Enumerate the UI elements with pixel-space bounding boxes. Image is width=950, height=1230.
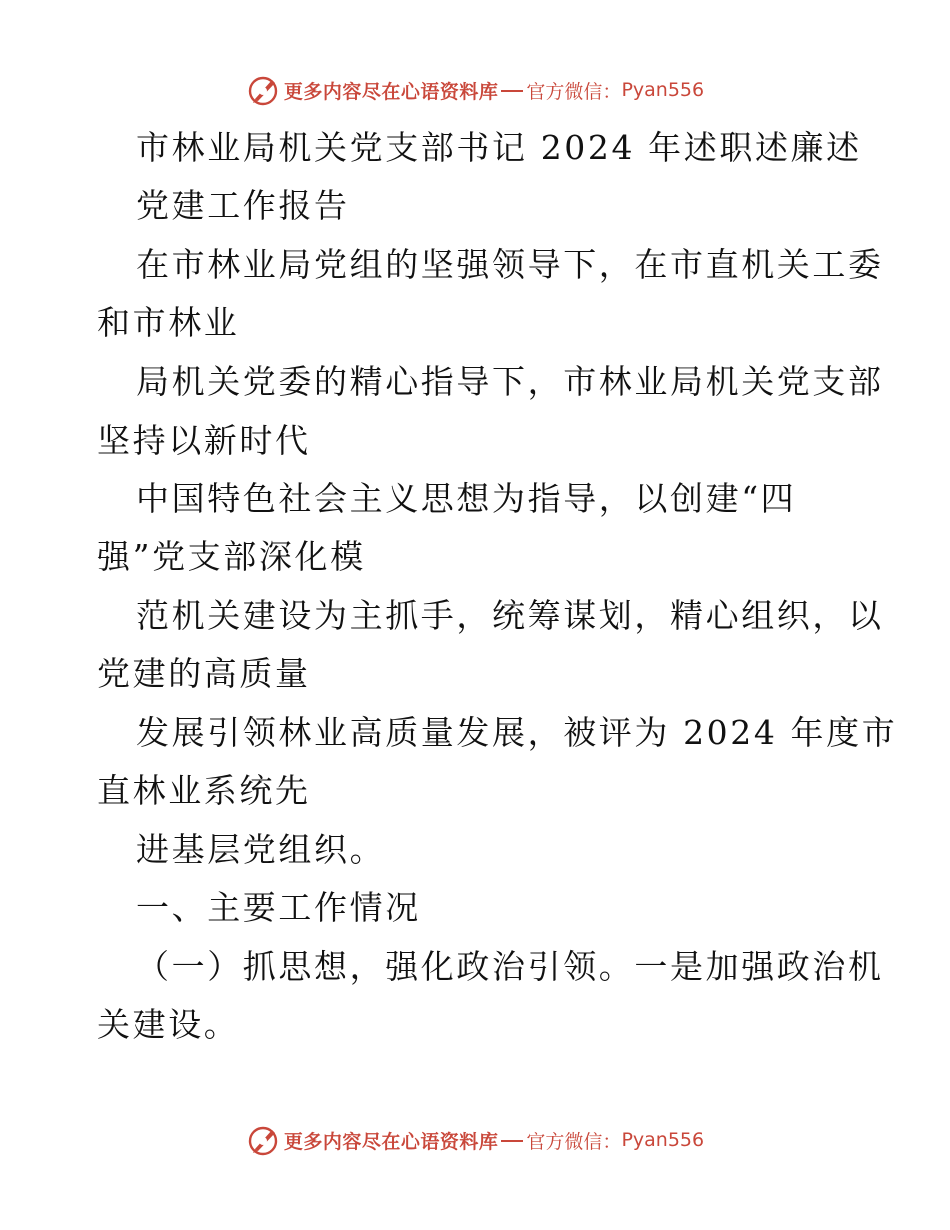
wechat-label: 官方微信： [526,80,622,103]
title-line-1: 市林业局机关党支部书记 2024 年述职述廉述 [136,128,862,167]
paragraph-line: 范机关建设为主抓手，统筹谋划，精心组织，以 [136,596,884,635]
banner-text: 更多内容尽在心语资料库 [283,80,499,103]
banner-divider [501,90,523,92]
paragraph-line: 发展引领林业高质量发展，被评为 2024 年度市 [136,713,898,752]
paragraph-line: 党建的高质量 [97,654,311,693]
paragraph-line: 在市林业局党组的坚强领导下，在市直机关工委 [136,245,884,284]
pen-logo-icon [246,73,280,107]
header-banner [0,70,950,110]
wechat-id: Pyan556 [621,79,705,101]
wechat-id: Pyan556 [621,1129,705,1151]
title-line-2: 党建工作报告 [136,186,350,225]
pen-logo-icon [246,1123,280,1157]
paragraph-line: 关建设。 [97,1005,240,1044]
paragraph-line: 坚持以新时代 [97,421,311,460]
paragraph-line: 局机关党委的精心指导下，市林业局机关党支部 [136,362,884,401]
section-heading: 一、主要工作情况 [136,888,421,927]
paragraph-line: 强”党支部深化模 [97,537,366,576]
subsection-line: （一）抓思想，强化政治引领。一是加强政治机 [136,947,884,986]
paragraph-line: 进基层党组织。 [136,830,386,869]
paragraph-line: 和市林业 [97,303,240,342]
banner-text: 更多内容尽在心语资料库 [283,1130,499,1153]
paragraph-line: 直林业系统先 [97,771,311,810]
wechat-label: 官方微信： [526,1130,622,1153]
footer-banner [0,1120,950,1160]
banner-divider [501,1140,523,1142]
paragraph-line: 中国特色社会主义思想为指导，以创建“四 [136,479,797,518]
